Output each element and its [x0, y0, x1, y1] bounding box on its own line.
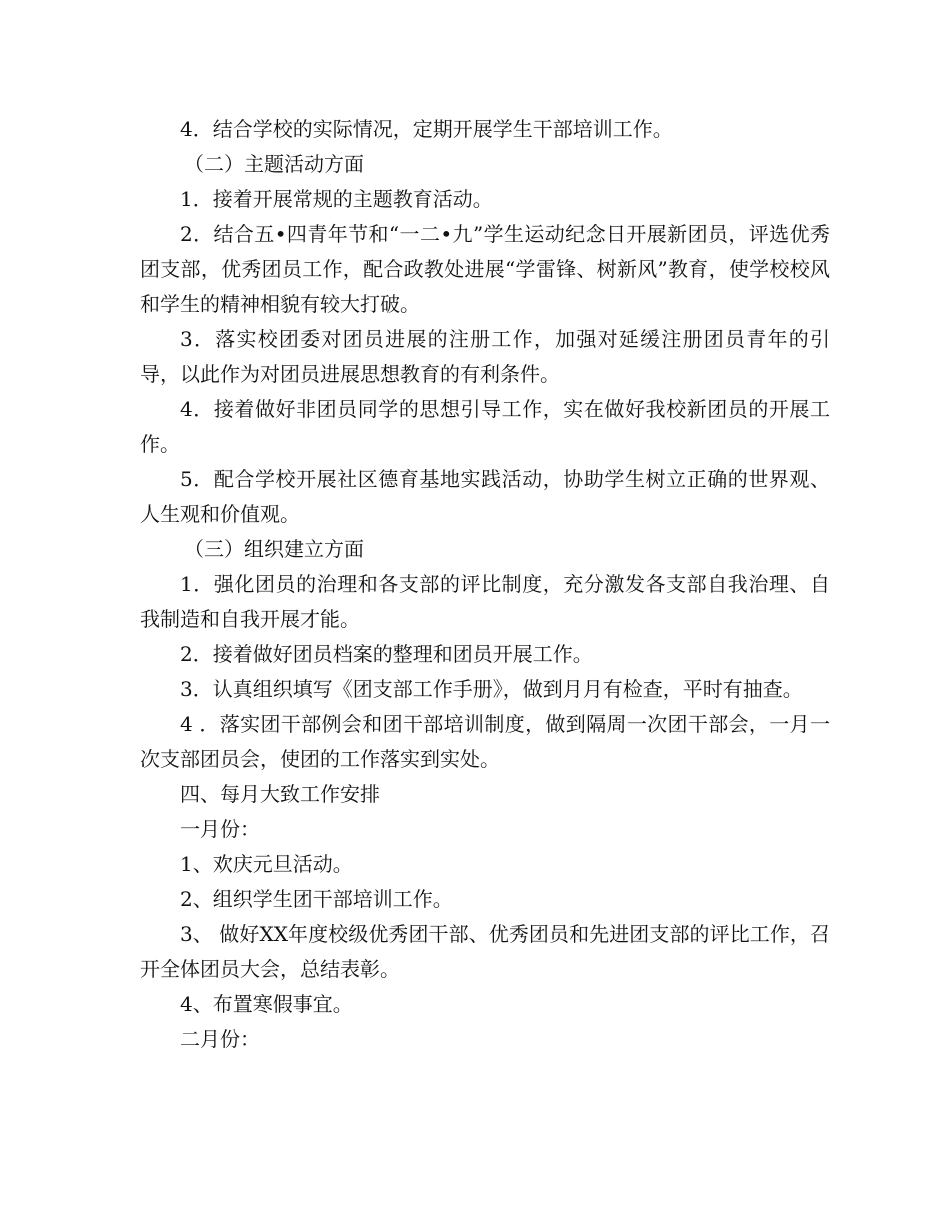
paragraph: 1．强化团员的治理和各支部的评比制度，充分激发各支部自我治理、自我制造和自我开展才能。: [140, 572, 830, 631]
paragraph: 2．结合五•四青年节和“一二•九”学生运动纪念日开展新团员，评选优秀团支部，优秀团员工作，配合政教处进展“学雷锋、树新风”教育，使学校校风和学生的精神相貌有较大打破。: [140, 222, 830, 316]
paragraph: 4．结合学校的实际情况，定期开展学生干部培训工作。: [180, 117, 673, 141]
section-heading: （三）组织建立方面: [184, 537, 364, 561]
paragraph: 5．配合学校开展社区德育基地实践活动，协助学生树立正确的世界观、人生观和价值观。: [140, 467, 830, 526]
paragraph: 3．认真组织填写《团支部工作手册》，做到月月有检查，平时有抽查。: [180, 677, 803, 701]
section-heading: （二）主题活动方面: [184, 152, 364, 176]
list-item: 1、欢庆元旦活动。: [180, 852, 353, 876]
paragraph: 2．接着做好团员档案的整理和团员开展工作。: [180, 642, 593, 666]
month-heading: 一月份：: [180, 817, 260, 841]
paragraph: 4．接着做好非团员同学的思想引导工作，实在做好我校新团员的开展工作。: [140, 397, 830, 456]
list-item: 4、布置寒假事宜。: [180, 992, 353, 1016]
list-item: 3、 做好XX年度校级优秀团干部、优秀团员和先进团支部的评比工作，召开全体团员大会，总结表彰。: [140, 922, 830, 981]
paragraph: 3．落实校团委对团员进展的注册工作，加强对延缓注册团员青年的引导，以此作为对团员进展思想教育的有利条件。: [140, 327, 830, 386]
month-heading: 二月份：: [180, 1027, 260, 1051]
paragraph: 1．接着开展常规的主题教育活动。: [180, 187, 493, 211]
paragraph: 4 ．落实团干部例会和团干部培训制度，做到隔周一次团干部会，一月一次支部团员会，使团的工作落实到实处。: [140, 712, 830, 771]
section-heading: 四、每月大致工作安排: [180, 782, 380, 806]
document-body: [140, 112, 830, 1057]
list-item: 2、组织学生团干部培训工作。: [180, 887, 453, 911]
